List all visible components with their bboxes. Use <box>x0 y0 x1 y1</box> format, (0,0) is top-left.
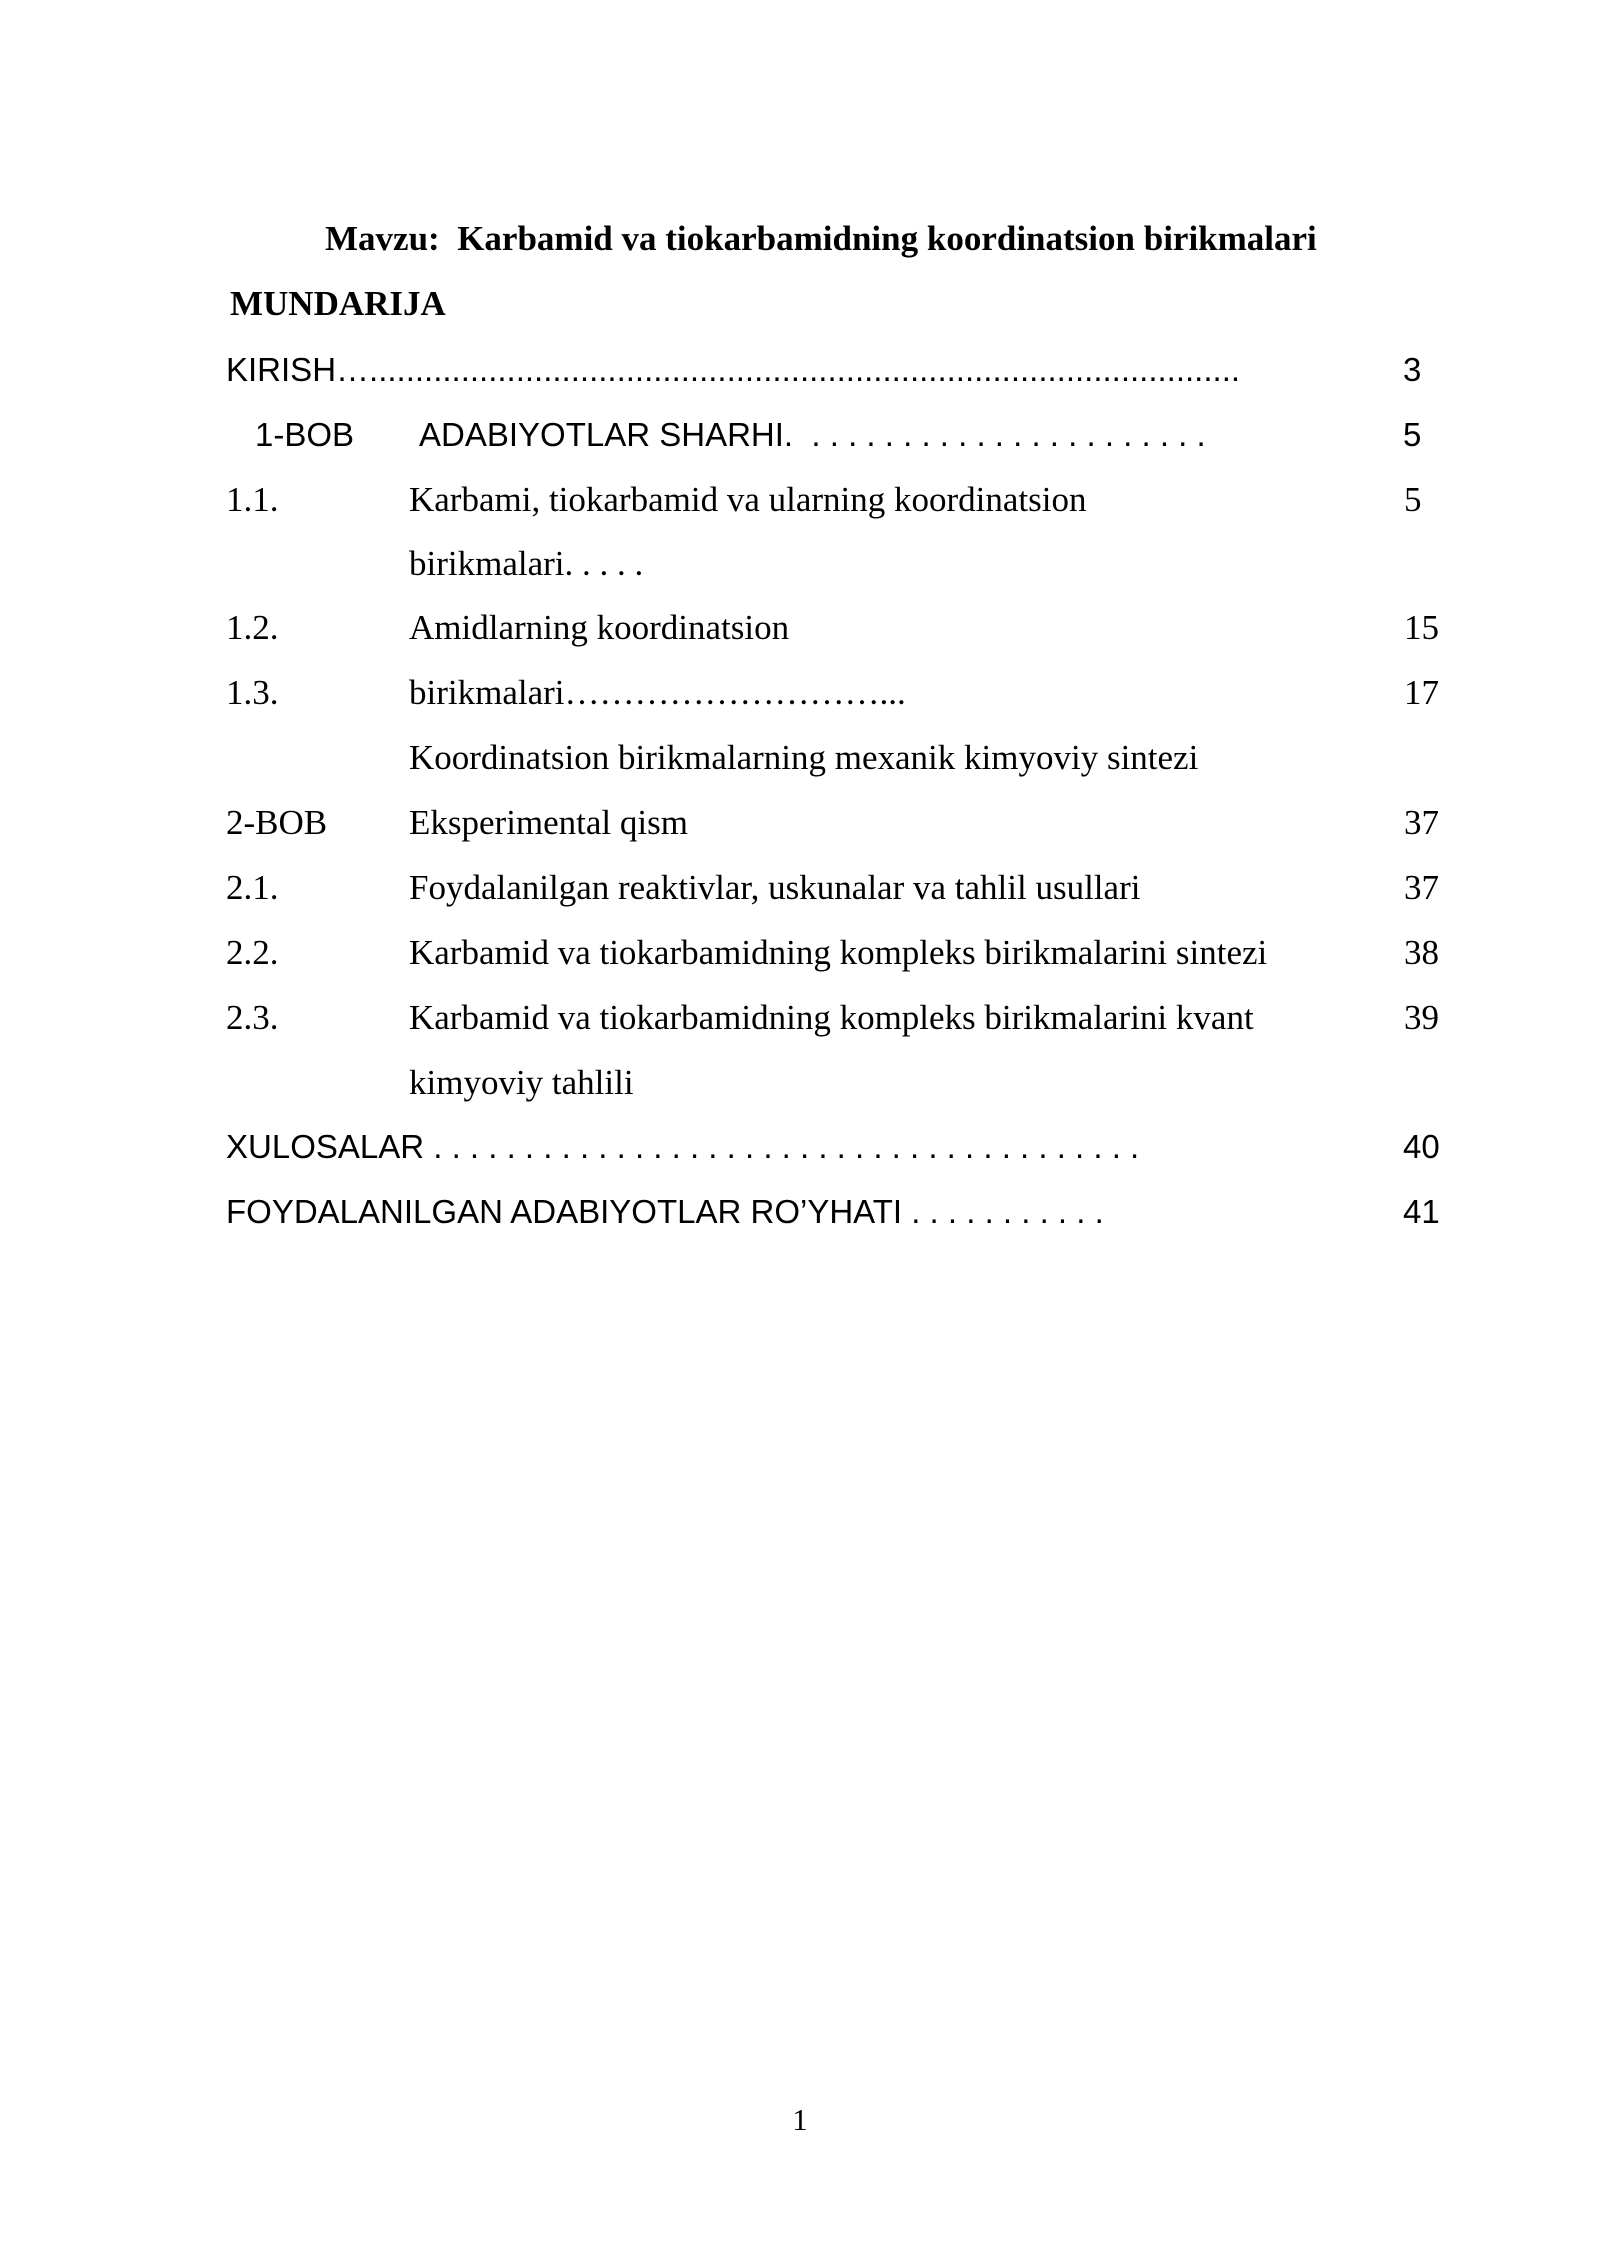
toc-entry-text: Foydalanilgan reaktivlar, uskunalar va tahlil usullari <box>409 868 1141 907</box>
toc-entry-page: 40 <box>1403 1128 1440 1165</box>
toc-heading: MUNDARIJA <box>230 284 446 323</box>
toc-entry-page: 41 <box>1403 1193 1440 1230</box>
toc-entry-text: kimyoviy tahlili <box>409 1063 634 1102</box>
toc-entry-page: 15 <box>1404 608 1439 647</box>
page-number: 1 <box>792 2102 808 2137</box>
toc-entry-text: Eksperimental qism <box>409 803 688 842</box>
toc-entry-text: Amidlarning koordinatsion <box>409 608 790 647</box>
toc-entry-page: 5 <box>1404 480 1422 519</box>
toc-entry-page: 3 <box>1403 351 1422 388</box>
toc-entry-num: 1.3. <box>226 673 279 712</box>
toc-entry-num: 2-BOB <box>226 803 328 842</box>
toc-entry-text: KIRISH…............................................................................................... <box>226 351 1241 388</box>
toc-entry-num: 2.2. <box>226 933 279 972</box>
toc-entry-text: Karbami, tiokarbamid va ularning koordinatsion <box>409 480 1087 519</box>
toc-entry-page: 39 <box>1404 998 1439 1037</box>
toc-entry-num: 2.3. <box>226 998 279 1037</box>
toc-entry-num: 1.1. <box>226 480 279 519</box>
toc-entry-text: birikmalari………………………... <box>409 673 906 712</box>
toc-entry-text: Karbamid va tiokarbamidning kompleks birikmalarini kvant <box>409 998 1254 1037</box>
toc-entry-text: ADABIYOTLAR SHARHI. . . . . . . . . . . . . . . . . . . . . . . <box>419 416 1206 453</box>
toc-entry-text: Koordinatsion birikmalarning mexanik kimyoviy sintezi <box>409 738 1199 777</box>
document-title: Mavzu: Karbamid va tiokarbamidning koordinatsion birikmalari <box>325 219 1317 258</box>
toc-entry-page: 5 <box>1403 416 1422 453</box>
toc-entry-page: 37 <box>1404 803 1439 842</box>
toc-entry-text: Karbamid va tiokarbamidning kompleks birikmalarini sintezi <box>409 933 1268 972</box>
toc-entry-page: 17 <box>1404 673 1439 712</box>
toc-entry-num: 1.2. <box>226 608 279 647</box>
toc-entry-text: XULOSALAR . . . . . . . . . . . . . . . . . . . . . . . . . . . . . . . . . . . . . . . <box>226 1128 1140 1165</box>
toc-entry-text: FOYDALANILGAN ADABIYOTLAR RO’YHATI . . . . . . . . . . . <box>226 1193 1104 1230</box>
toc-entry-page: 38 <box>1404 933 1439 972</box>
toc-entry-page: 37 <box>1404 868 1439 907</box>
toc-entry-text: birikmalari. . . . . <box>409 544 644 583</box>
toc-entry-num: 1-BOB <box>255 416 355 453</box>
toc-entry-num: 2.1. <box>226 868 279 907</box>
